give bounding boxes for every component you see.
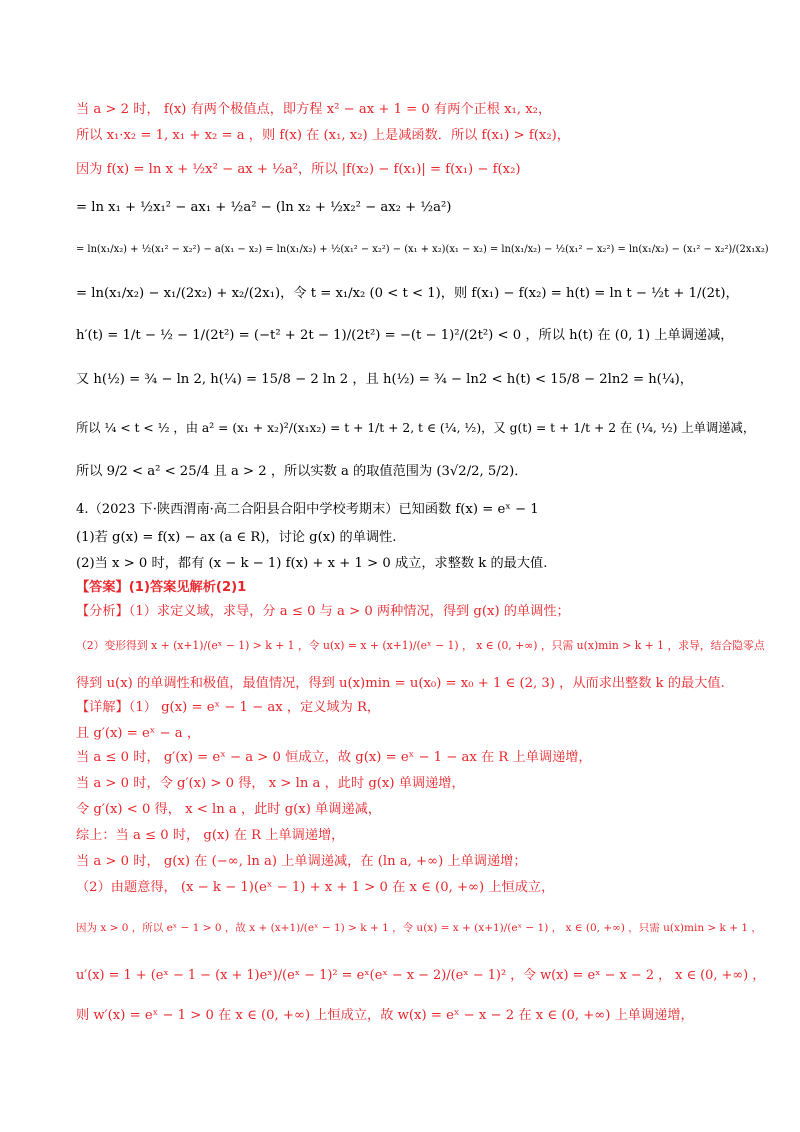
text-line-1: 当 a > 2 时， f(x) 有两个极值点，即方程 x² − ax + 1 = 0 有两个正根 x₁, x₂， xyxy=(76,102,552,117)
text-line-14: 【答案】(1)答案见解析(2)1 xyxy=(76,580,247,595)
text-line-25: （2）由题意得， (x − k − 1)(eˣ − 1) + x + 1 > 0 在 x ∈ (0, +∞) 上恒成立， xyxy=(76,880,555,895)
text-line-13: (2)当 x > 0 时，都有 (x − k − 1) f(x) + x + 1 > 0 成立，求整数 k 的最大值. xyxy=(76,556,548,571)
text-line-20: 当 a ≤ 0 时， g′(x) = eˣ − a > 0 恒成立，故 g(x) = eˣ − 1 − ax 在 R 上单调递增， xyxy=(76,750,592,765)
text-line-11: 4.（2023 下·陕西渭南·高二合阳县合阳中学校考期末）已知函数 f(x) = eˣ − 1 xyxy=(76,502,539,517)
text-line-18: 【详解】（1） g(x) = eˣ − 1 − ax ，定义域为 R， xyxy=(76,700,381,715)
text-line-12: (1)若 g(x) = f(x) − ax (a ∈ R)，讨论 g(x) 的单调性. xyxy=(76,530,397,545)
text-line-7: h′(t) = 1/t − ½ − 1/(2t²) = (−t² + 2t − 1)/(2t²) = −(t − 1)²/(2t²) < 0 ，所以 h(t) 在 (0, 1) 上单调递减， xyxy=(76,328,734,343)
text-line-28: 则 w′(x) = eˣ − 1 > 0 在 x ∈ (0, +∞) 上恒成立，故 w(x) = eˣ − x − 2 在 x ∈ (0, +∞) 上单调递增， xyxy=(76,1008,694,1023)
text-line-23: 综上：当 a ≤ 0 时， g(x) 在 R 上单调递增， xyxy=(76,828,345,843)
text-line-19: 且 g′(x) = eˣ − a ， xyxy=(76,726,201,741)
text-line-15: 【分析】（1）求定义域，求导，分 a ≤ 0 与 a > 0 两种情况，得到 g(x) 的单调性； xyxy=(76,604,570,619)
text-line-24: 当 a > 0 时， g(x) 在 (−∞, ln a) 上单调递减，在 (ln a, +∞) 上单调递增； xyxy=(76,854,527,869)
text-line-17: 得到 u(x) 的单调性和极值，最值情况，得到 u(x)min = u(x₀) = x₀ + 1 ∈ (2, 3) ，从而求出整数 k 的最大值. xyxy=(76,676,725,691)
text-line-21: 当 a > 0 时，令 g′(x) > 0 得， x > ln a ，此时 g(x) 单调递增， xyxy=(76,776,465,791)
text-line-8: 又 h(½) = ¾ − ln 2, h(¼) = 15/8 − 2 ln 2 ，且 h(½) = ¾ − ln2 < h(t) < 15/8 − 2ln2 = h(¼)， xyxy=(76,372,693,387)
text-line-2: 所以 x₁·x₂ = 1, x₁ + x₂ = a ，则 f(x) 在 (x₁, x₂) 上是减函数．所以 f(x₁) > f(x₂)， xyxy=(76,128,570,143)
text-line-27: u′(x) = 1 + (eˣ − 1 − (x + 1)eˣ)/(eˣ − 1)² = eˣ(eˣ − x − 2)/(eˣ − 1)² ，令 w(x) = eˣ − x − 2 ， x ∈ (0, +∞) ， xyxy=(76,968,766,983)
text-line-10: 所以 9/2 < a² < 25/4 且 a > 2 ，所以实数 a 的取值范围为 (3√2/2, 5/2)． xyxy=(76,464,528,479)
text-line-26: 因为 x > 0 ，所以 eˣ − 1 > 0 ，故 x + (x+1)/(eˣ − 1) > k + 1 ，令 u(x) = x + (x+1)/(eˣ − 1) ， x ∈ (0, +∞) ，只需 u(x)min > k + 1 ， xyxy=(76,922,762,934)
text-line-4: = ln x₁ + ½x₁² − ax₁ + ½a² − (ln x₂ + ½x₂² − ax₂ + ½a²) xyxy=(76,200,452,215)
text-line-22: 令 g′(x) < 0 得， x < ln a ，此时 g(x) 单调递减， xyxy=(76,802,382,817)
text-line-9: 所以 ¼ < t < ½ ，由 a² = (x₁ + x₂)²/(x₁x₂) = t + 1/t + 2, t ∈ (¼, ½)，又 g(t) = t + 1/t + 2 在 (¼, ½) 上单调递减， xyxy=(76,421,756,435)
text-line-3: 因为 f(x) = ln x + ½x² − ax + ½a²，所以 |f(x₂) − f(x₁)| = f(x₁) − f(x₂) xyxy=(76,162,521,177)
text-line-5: = ln(x₁/x₂) + ½(x₁² − x₂²) − a(x₁ − x₂) = ln(x₁/x₂) + ½(x₁² − x₂²) − (x₁ + x₂)(x₁ − x₂) = ln(x₁/x₂) − ½(x₁² − x₂²) = ln(x₁/x₂) − (x₁² − x₂²)/(2x₁x₂) xyxy=(76,244,769,255)
text-line-6: = ln(x₁/x₂) − x₁/(2x₂) + x₂/(2x₁)，令 t = x₁/x₂ (0 < t < 1)，则 f(x₁) − f(x₂) = h(t) = ln t − ½t + 1/(2t)， xyxy=(76,286,739,301)
text-line-16: （2）变形得到 x + (x+1)/(eˣ − 1) > k + 1 ，令 u(x) = x + (x+1)/(eˣ − 1) ， x ∈ (0, +∞) ，只需 u(x)min > k + 1 ，求导，结合隐零点 xyxy=(76,639,765,652)
